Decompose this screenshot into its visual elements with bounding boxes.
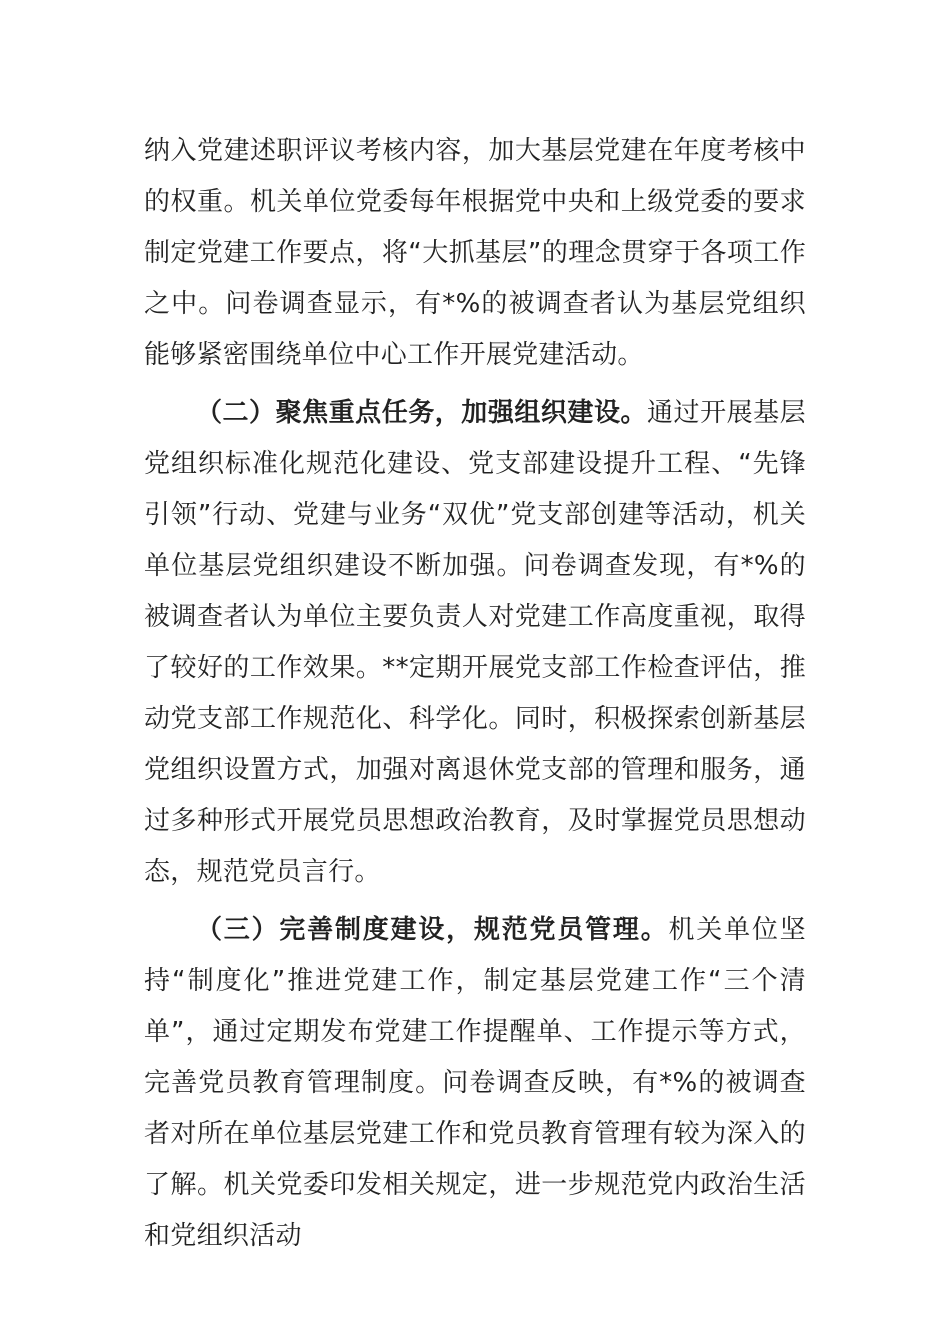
paragraph-section-2 [144, 388, 806, 898]
paragraph-section-3 [144, 905, 806, 1262]
paragraph-text: 纳入党建述职评议考核内容，加大基层党建在年度考核中的权重。机关单位党委每年根据党中央和上级党委的要求制定党建工作要点，将“大抓基层”的理念贯穿于各项工作之中。问卷调查显示，有*%的被调查者认为基层党组织能够紧密围绕单位中心工作开展党建活动。 [144, 136, 806, 370]
document-page [144, 126, 806, 1262]
section-heading: （三）完善制度建设，规范党员管理。 [196, 915, 669, 945]
paragraph-text: 机关单位坚持“制度化”推进党建工作，制定基层党建工作“三个清单”，通过定期发布党建工作提醒单、工作提示等方式，完善党员教育管理制度。问卷调查反映，有*%的被调查者对所在单位基层党建工作和党员教育管理有较为深入的了解。机关党委印发相关规定，进一步规范党内政治生活和党组织活动 [144, 915, 806, 1251]
paragraph-continuation [144, 126, 806, 381]
paragraph-text: 通过开展基层党组织标准化规范化建设、党支部建设提升工程、“先锋引领”行动、党建与业务“双优”党支部创建等活动，机关单位基层党组织建设不断加强。问卷调查发现，有*%的被调查者认为单位主要负责人对党建工作高度重视，取得了较好的工作效果。**定期开展党支部工作检查评估，推动党支部工作规范化、科学化。同时，积极探索创新基层党组织设置方式，加强对离退休党支部的管理和服务，通过多种形式开展党员思想政治教育，及时掌握党员思想动态，规范党员言行。 [144, 398, 806, 887]
section-heading: （二）聚焦重点任务，加强组织建设。 [196, 398, 648, 428]
